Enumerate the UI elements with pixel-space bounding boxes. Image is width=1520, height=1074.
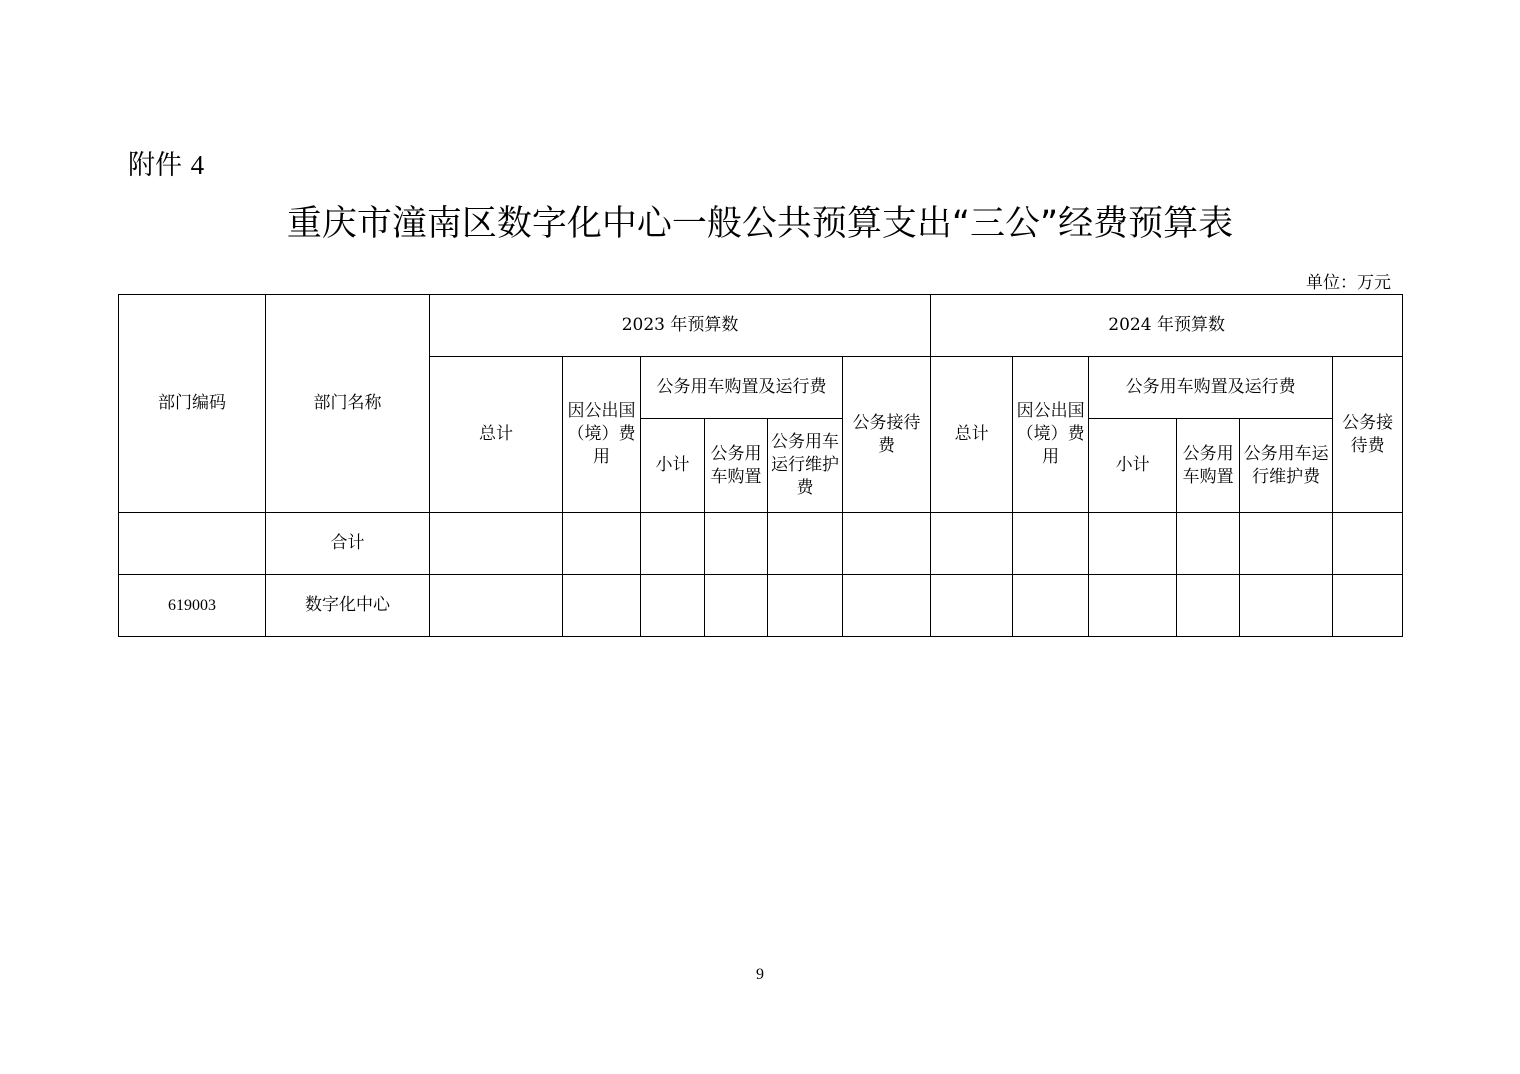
header-2023-vehicle: 公务用车购置及运行费 [641, 357, 843, 419]
cell-value [563, 575, 641, 637]
cell-value [768, 513, 843, 575]
header-dept-code: 部门编码 [119, 295, 266, 513]
cell-code: 619003 [119, 575, 266, 637]
header-year-2023: 2023 年预算数 [430, 295, 931, 357]
cell-value [430, 575, 563, 637]
table-row-dept [119, 575, 1403, 637]
cell-value [1089, 513, 1177, 575]
cell-value [641, 513, 705, 575]
budget-table [118, 294, 1403, 637]
cell-value [1013, 575, 1089, 637]
cell-value [1177, 575, 1240, 637]
cell-value [768, 575, 843, 637]
cell-value [1013, 513, 1089, 575]
cell-value [843, 513, 931, 575]
attachment-number: 4 [190, 150, 205, 180]
header-year-2024: 2024 年预算数 [931, 295, 1403, 357]
cell-value [1177, 513, 1240, 575]
header-2023-purchase: 公务用车购置 [705, 419, 768, 513]
attachment-label [128, 143, 204, 182]
cell-value [563, 513, 641, 575]
header-2023-abroad: 因公出国（境）费用 [563, 357, 641, 513]
cell-value [1240, 575, 1333, 637]
header-2024-total: 总计 [931, 357, 1013, 513]
cell-value [1333, 575, 1403, 637]
cell-code [119, 513, 266, 575]
unit-label: 单位：万元 [1306, 273, 1391, 293]
header-dept-name: 部门名称 [266, 295, 430, 513]
cell-value [1240, 513, 1333, 575]
header-2024-abroad: 因公出国（境）费用 [1013, 357, 1089, 513]
header-2024-maintenance: 公务用车运行维护费 [1240, 419, 1333, 513]
cell-value [705, 513, 768, 575]
cell-value [931, 575, 1013, 637]
header-2024-reception: 公务接待费 [1333, 357, 1403, 513]
cell-value [430, 513, 563, 575]
header-2023-total: 总计 [430, 357, 563, 513]
page-title: 重庆市潼南区数字化中心一般公共预算支出“三公”经费预算表 [286, 204, 1234, 244]
cell-name: 数字化中心 [266, 575, 430, 637]
header-2023-maintenance: 公务用车运行维护费 [768, 419, 843, 513]
cell-value [843, 575, 931, 637]
header-2024-subtotal: 小计 [1089, 419, 1177, 513]
cell-value [705, 575, 768, 637]
cell-value [641, 575, 705, 637]
page-number: 9 [756, 966, 764, 983]
cell-value [1333, 513, 1403, 575]
header-2024-vehicle: 公务用车购置及运行费 [1089, 357, 1333, 419]
attachment-text: 附件 [128, 150, 182, 181]
table-row-total [119, 513, 1403, 575]
header-2023-subtotal: 小计 [641, 419, 705, 513]
cell-name: 合计 [266, 513, 430, 575]
header-2024-purchase: 公务用车购置 [1177, 419, 1240, 513]
cell-value [931, 513, 1013, 575]
cell-value [1089, 575, 1177, 637]
header-2023-reception: 公务接待费 [843, 357, 931, 513]
